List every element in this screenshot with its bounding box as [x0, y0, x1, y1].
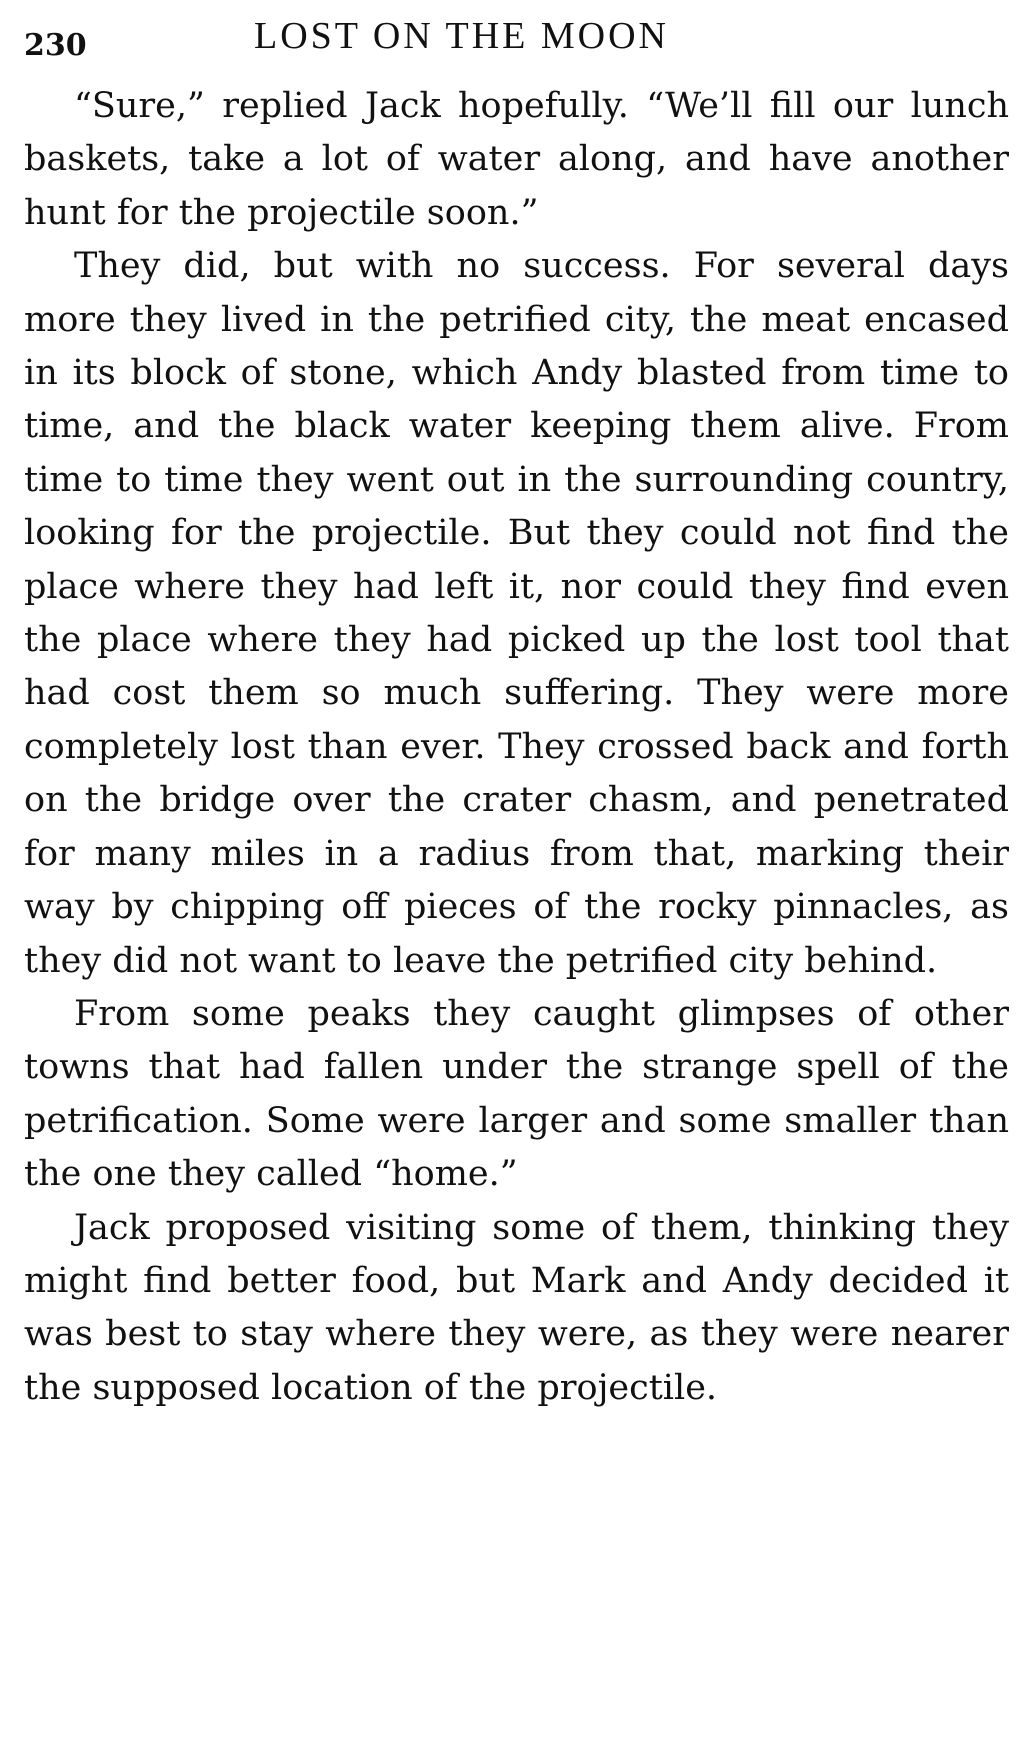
- paragraph: From some peaks they caught glimpses of other towns that had fallen under the strange spell of the petrification. Some were larger and some smaller than the one they called “home.”: [24, 993, 1009, 1195]
- page-number: 230: [24, 28, 87, 63]
- running-head: [24, 14, 1014, 74]
- paragraph: They did, but with no success. For several days more they lived in the petrified city, the meat encased in its block of stone, which Andy blasted from time to time, and the black water keeping them alive. From time to time they went out in the surrounding country, looking for the projectile. But they could not find the place where they had left it, nor could they find even the place where they had picked up the lost tool that had cost them so much suffering. They were more completely lost than ever. They crossed back and forth on the bridge over the crater chasm, and penetrated for many miles in a radius from that, marking their way by chipping off pieces of the rocky pinnacles, as they did not want to leave the petrified city behind.: [24, 246, 1009, 981]
- book-title: LOST ON THE MOON: [254, 15, 669, 57]
- paragraph: Jack proposed visiting some of them, thinking they might find better food, but Mark and Andy decided it was best to stay where they were, as they were nearer the supposed location of the projectile.: [24, 1207, 1009, 1408]
- paragraph: “Sure,” replied Jack hopefully. “We’ll fill our lunch baskets, take a lot of water along, and have another hunt for the projectile soon.”: [24, 86, 1009, 233]
- body-text: [24, 80, 1009, 1415]
